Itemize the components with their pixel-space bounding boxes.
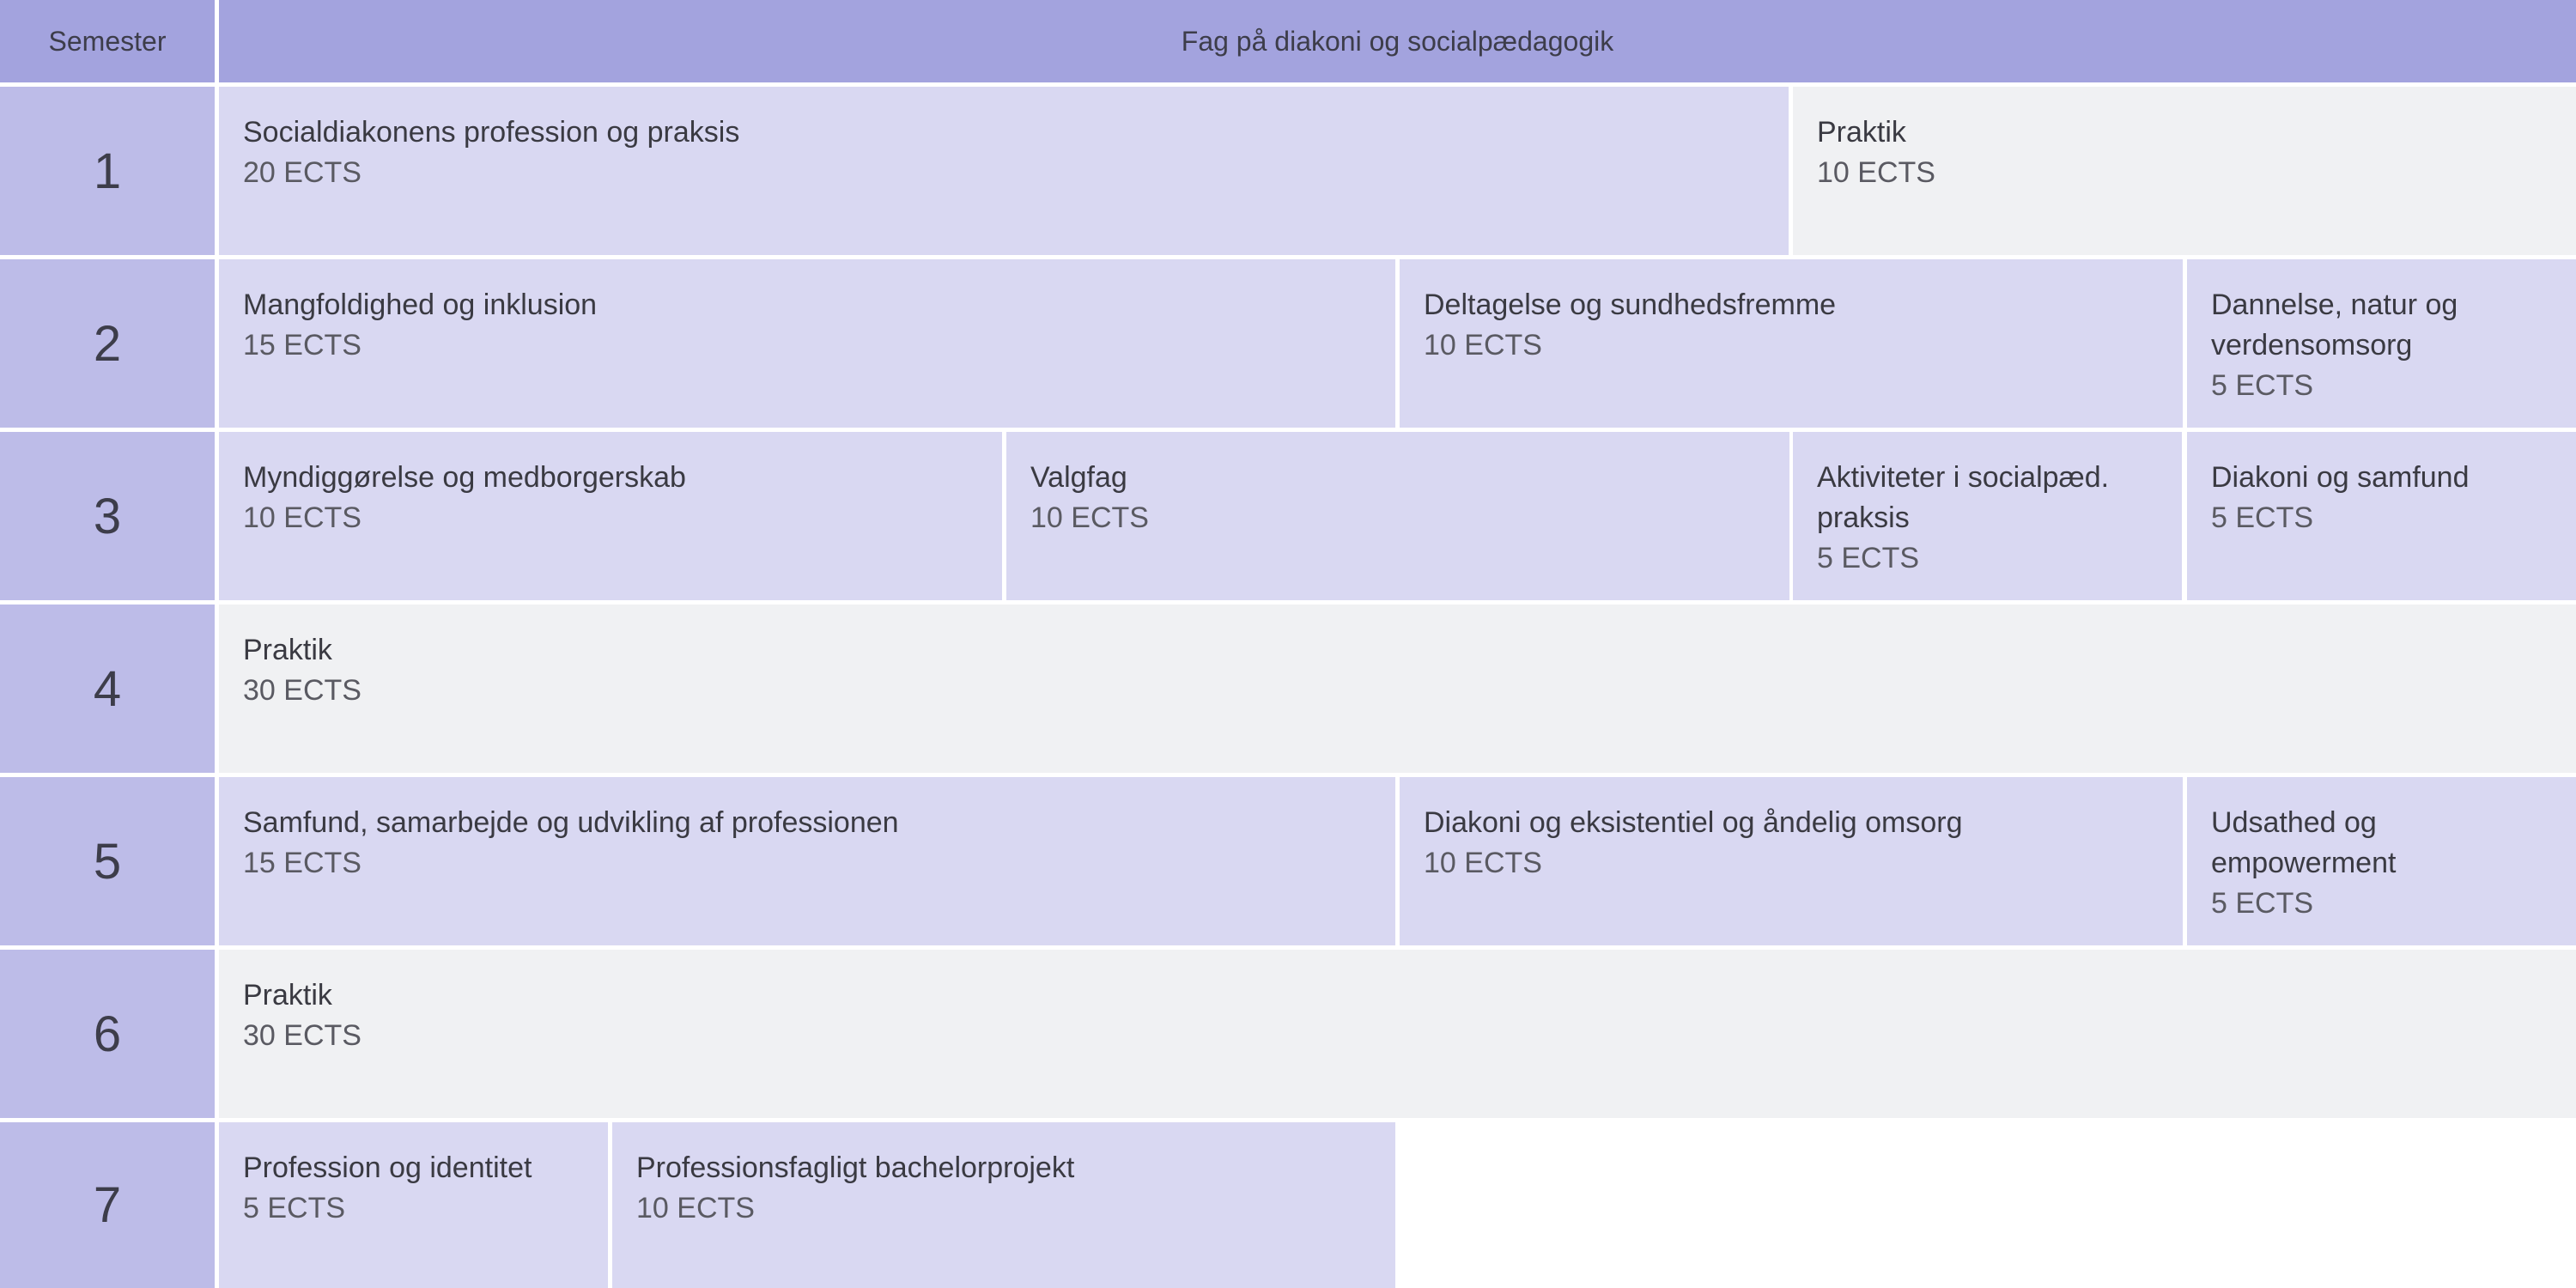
course-name: Socialdiakonens profession og praksis [243,116,740,149]
semester-column-header: Semester [0,0,215,82]
praktik-cell [219,950,2576,1118]
course-cell [219,432,1002,600]
course-name: Deltagelse og sundhedsfremme [1424,289,1837,321]
course-ects: 5 ECTS [2211,369,2314,402]
course-cell [2187,432,2576,600]
praktik-cell [219,605,2576,773]
course-ects: 5 ECTS [243,1192,346,1224]
praktik-cell [1793,87,2576,255]
course-ects: 10 ECTS [636,1192,755,1224]
semester-number: 5 [0,777,215,945]
course-cell [1400,259,2183,428]
semester-number: 6 [0,950,215,1118]
course-ects: 5 ECTS [2211,501,2314,534]
semester-number: 1 [0,87,215,255]
course-ects: 10 ECTS [1424,329,1542,361]
course-cell [219,87,1789,255]
course-name: Mangfoldighed og inklusion [243,289,598,321]
table-title: Fag på diakoni og socialpædagogik [219,0,2576,82]
course-cell [612,1122,1395,1288]
course-ects: 20 ECTS [243,156,361,189]
course-name: Praktik [243,634,332,666]
course-name: Praktik [1817,116,1906,149]
course-ects: 10 ECTS [243,501,361,534]
course-name: Diakoni og samfund [2211,461,2470,494]
course-name: Samfund, samarbejde og udvikling af professionen [243,806,899,839]
semester-number: 4 [0,605,215,773]
course-cell [1006,432,1789,600]
course-cell [219,1122,608,1288]
course-cell [219,259,1395,428]
course-ects: 10 ECTS [1817,156,1935,189]
course-ects: 30 ECTS [243,1019,361,1052]
course-name: Aktiviteter i socialpæd. praksis [1817,461,2110,534]
course-ects: 30 ECTS [243,674,361,707]
course-name: Dannelse, natur og verdensomsorg [2211,289,2458,361]
course-cell [1793,432,2182,600]
course-name: Praktik [243,979,332,1012]
course-ects: 10 ECTS [1424,847,1542,879]
course-name: Diakoni og eksistentiel og åndelig omsorg [1424,806,1963,839]
course-name: Valgfag [1030,461,1127,494]
course-ects: 5 ECTS [1817,542,1920,574]
semester-number: 2 [0,259,215,428]
course-cell [219,777,1395,945]
course-cell [2187,777,2576,945]
course-name: Profession og identitet [243,1151,532,1184]
semester-number: 3 [0,432,215,600]
course-name: Myndiggørelse og medborgerskab [243,461,686,494]
semester-number: 7 [0,1122,215,1288]
course-ects: 10 ECTS [1030,501,1149,534]
course-ects: 5 ECTS [2211,887,2314,920]
course-name: Professionsfagligt bachelorprojekt [636,1151,1075,1184]
course-cell [2187,259,2576,428]
course-ects: 15 ECTS [243,329,361,361]
course-name: Udsathed og empowerment [2211,806,2397,879]
course-ects: 15 ECTS [243,847,361,879]
course-cell [1400,777,2183,945]
